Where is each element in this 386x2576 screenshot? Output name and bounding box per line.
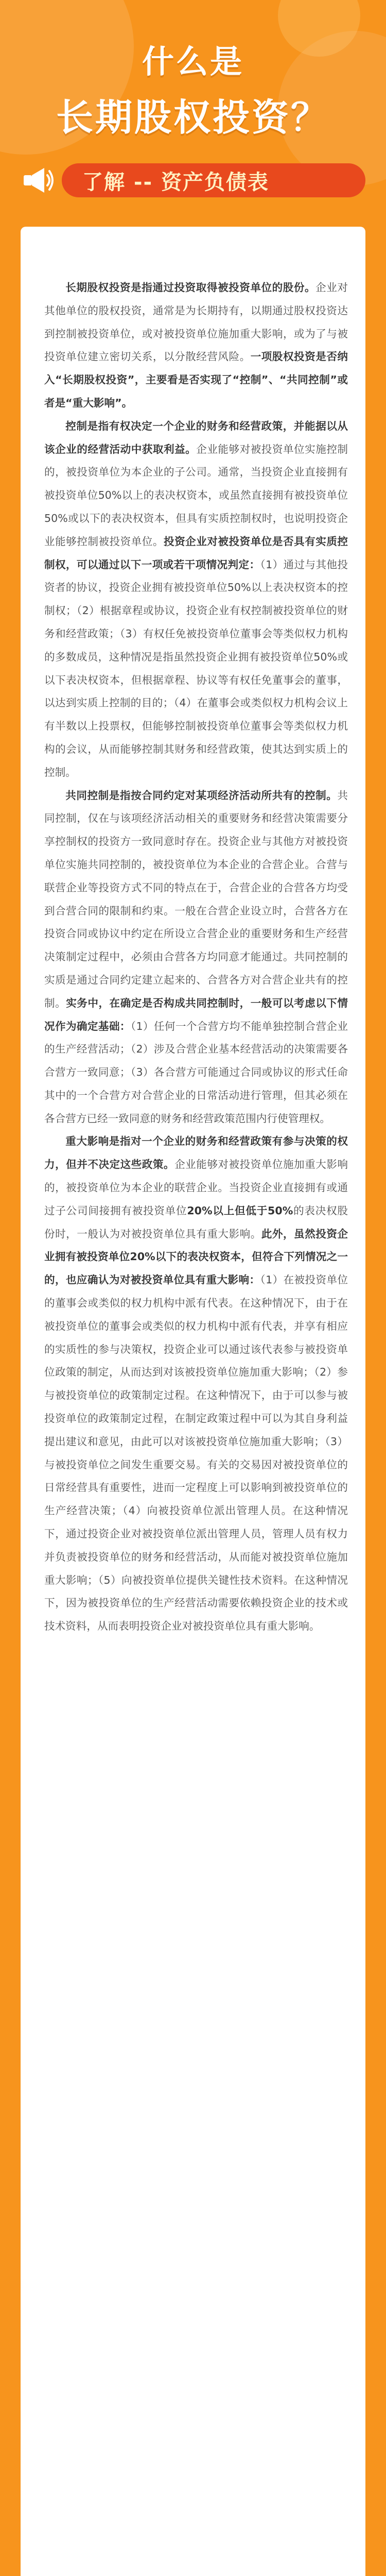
emphasized-text: 一项股权投资是否纳入“长期股权投资”，主要看是否实现了“控制”、“共同控制”或者是“重大影响”。 [44, 350, 348, 409]
emphasized-text: 控制是指有权决定一个企业的财务和经营政策，并能据以从该企业的经营活动中获取利益。 [44, 419, 348, 455]
article-card [21, 227, 365, 2576]
emphasized-text: 长期股权投资是指通过投资取得被投资单位的股份。 [65, 281, 316, 294]
body-text: 共同控制，仅在与该项经济活动相关的重要财务和经营决策需要分享控制权的投资方一致同意时存在。投资企业与其他方对被投资单位实施共同控制的，被投资单位为本企业的合营企业。合营与联营企业等投资方式不同的特点在于，合营企业的合营各方均受到合营合同的限制和约束。一般在合营企业设立时，合营各方在投资合同或协议中约定在所设立合营企业的重要财务和生产经营决策制定过程中，必须由合营各方均同意才能通过。共同控制的实质是通过合同约定建立起来的、合营各方对合营企业共有的控制。 [44, 789, 348, 1009]
article-paragraph [44, 276, 348, 415]
emphasized-text: 投资企业对被投资单位是否具有实质控制权，可以通过以下一项或若干项情况判定： [44, 535, 348, 571]
page-title-line-2: 长期股权投资？ [56, 96, 330, 139]
article-paragraph [44, 1130, 348, 1638]
body-text: 企业能够对被投资单位施加重大影响的，被投资单位为本企业的联营企业。当投资企业直接拥有或通过子公司间接拥有被投资单位 [44, 1158, 348, 1217]
page-title-line-1: 什么是 [142, 43, 244, 80]
body-text: 企业对其他单位的股权投资，通常是为长期持有，以期通过股权投资达到控制被投资单位，或对被投资单位施加重大影响，或为了与被投资单位建立密切关系，以分散经营风险。 [44, 281, 348, 363]
body-text: 的表决权股份时，一般认为对被投资单位具有重大影响。 [44, 1204, 348, 1240]
emphasized-text: 共同控制是指按合同约定对某项经济活动所共有的控制。 [65, 789, 338, 802]
section-banner [21, 160, 365, 201]
page-header [0, 0, 386, 216]
banner-label: 了解 -- 资产负债表 [62, 163, 365, 197]
body-text: （1）在被投资单位的董事会或类似的权力机构中派有代表。在这种情况下，由于在被投资单位的董事会或类似的权力机构中派有代表，并享有相应的实质性的参与决策权，投资企业可以通过该代表参与被投资单位政策的制定，从而达到对该被投资单位施加重大影响；（2）参与被投资单位的政策制定过程。在这种情况下，由于可以参与被投资单位的政策制定过程，在制定政策过程中可以为其自身利益提出建议和意见，由此可以对该被投资单位施加重大影响；（3）与被投资单位之间发生重要交易。有关的交易因对被投资单位的日常经营具有重要性，进而一定程度上可以影响到被投资单位的生产经营决策；（4）向被投资单位派出管理人员。在这种情况下，通过投资企业对被投资单位派出管理人员，管理人员有权力并负责被投资单位的财务和经营活动，从而能对被投资单位施加重大影响；（5）向被投资单位提供关键性技术资料。在这种情况下，因为被投资单位的生产经营活动需要依赖投资企业的技术或技术资料，从而表明投资企业对被投资单位具有重大影响。 [44, 1274, 348, 1633]
body-text: 企业能够对被投资单位实施控制的，被投资单位为本企业的子公司。通常，当投资企业直接拥有被投资单位50%以上的表决权资本，或虽然直接拥有被投资单位50%或以下的表决权资本，但具有实质控制权时，也说明投资企业能够控制被投资单位。 [44, 443, 348, 548]
article-paragraph [44, 415, 348, 784]
megaphone-icon [21, 160, 62, 201]
article-paragraph [44, 784, 348, 1130]
emphasized-text: 此外，虽然投资企业拥有被投资单位20%以下的表决权资本，但符合下列情况之一的，也应确认为对被投资单位具有重大影响： [44, 1227, 348, 1286]
emphasized-text: 实务中，在确定是否构成共同控制时，一般可以考虑以下情况作为确定基础： [44, 996, 348, 1032]
body-text: （1）任何一个合营方均不能单独控制合营企业的生产经营活动；（2）涉及合营企业基本经营活动的决策需要各合营方一致同意；（3）各合营方可能通过合同或协议的形式任命其中的一个合营方对合营企业的日常活动进行管理，但其必须在各合营方已经一致同意的财务和经营政策范围内行使管理权。 [44, 1020, 348, 1125]
body-text: （1）通过与其他投资者的协议，投资企业拥有被投资单位50%以上表决权资本的控制权；（2）根据章程或协议，投资企业有权控制被投资单位的财务和经营政策；（3）有权任免被投资单位董事会等类似权力机构的多数成员，这种情况是指虽然投资企业拥有被投资单位50%或以下表决权资本，但根据章程、协议等有权任免董事会的董事，以达到实质上控制的目的；（4）在董事会或类似权力机构会议上有半数以上投票权，但能够控制被投资单位董事会等类似权力机构的会议，从而能够控制其财务和经营政策，使其达到实质上的控制。 [44, 558, 348, 778]
emphasized-text: 重大影响是指对一个企业的财务和经营政策有参与决策的权力，但并不决定这些政策。 [44, 1135, 348, 1171]
article-body [21, 227, 365, 1638]
emphasized-text: 20%以上但低于50% [187, 1204, 293, 1217]
